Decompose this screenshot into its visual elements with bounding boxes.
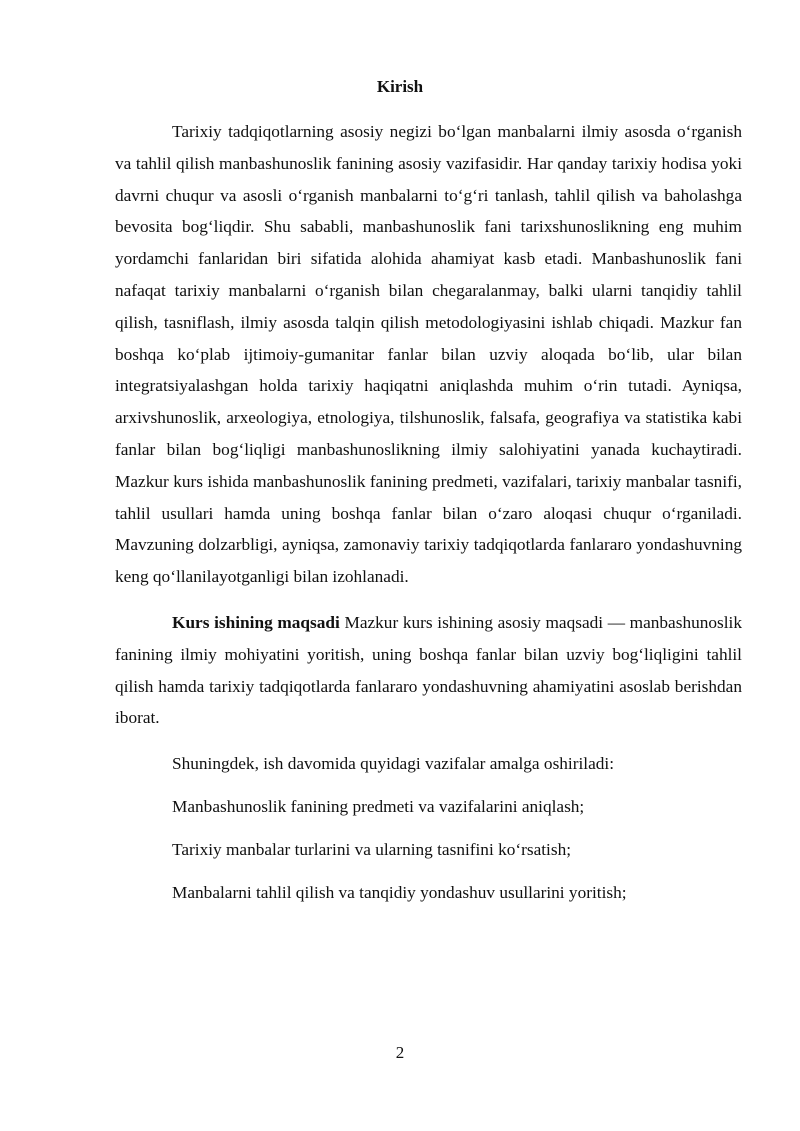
task-item: Manbalarni tahlil qilish va tanqidiy yondashuv usullarini yoritish; <box>172 882 627 902</box>
body-text <box>115 116 742 908</box>
intro-paragraph: Tarixiy tadqiqotlarning asosiy negizi bo‘lgan manbalarni ilmiy asosda o‘rganish va tahlil qilish manbashunoslik fanining asosiy vazifasidir. Har qanday tarixiy hodisa yoki davrni chuqur va asosli o‘rganish manbalarni to‘g‘ri tanlash, tahlil qilish va baholashga bevosita bog‘liqdir. Shu sababli, manbashunoslik fani tarixshunoslikning eng muhim yordamchi fanlaridan biri sifatida alohida ahamiyat kasb etadi. Manbashunoslik fani nafaqat tarixiy manbalarni o‘rganish bilan chegaralanmay, balki ularni tanqidiy tahlil qilish, tasniflash, ilmiy asosda talqin qilish metodologiyasini ishlab chiqadi. Mazkur fan boshqa ko‘plab ijtimoiy-gumanitar fanlar bilan uzviy aloqada bo‘lib, ular bilan integratsiyalashgan holda tarixiy haqiqatni aniqlashda muhim o‘rin tutadi. Ayniqsa, arxivshunoslik, arxeologiya, etnologiya, tilshunoslik, falsafa, geografiya va statistika kabi fanlar bilan bog‘liqligi manbashunoslikning ilmiy salohiyatini yanada kuchaytiradi. Mazkur kurs ishida manbashunoslik fanining predmeti, vazifalari, tarixiy manbalar tasnifi, tahlil usullari hamda uning boshqa fanlar bilan o‘zaro aloqasi chuqur o‘rganiladi. Mavzuning dolzarbligi, ayniqsa, zamonaviy tarixiy tadqiqotlarda fanlararo yondashuvning keng qo‘llanilayotganligi bilan izohlanadi. <box>115 122 742 587</box>
section-heading: Kirish <box>376 77 424 96</box>
goal-paragraph <box>115 607 742 734</box>
goal-label: Kurs ishining maqsadi <box>172 612 340 632</box>
task-item: Tarixiy manbalar turlarini va ularning tasnifini ko‘rsatish; <box>172 839 572 859</box>
goal-text: Mazkur kurs ishining asosiy maqsadi — manbashunoslik fanining ilmiy mohiyatini yoritish, uning boshqa fanlar bilan uzviy bog‘liqligini tahlil qilish hamda tarixiy tadqiqotlarda fanlararo yondashuvning ahamiyatini asoslab berishdan iborat. <box>115 612 742 728</box>
tasks-intro: Shuningdek, ish davomida quyidagi vazifalar amalga oshiriladi: <box>172 754 615 774</box>
page-number: 2 <box>395 1043 405 1062</box>
task-item: Manbashunoslik fanining predmeti va vazifalarini aniqlash; <box>172 796 585 816</box>
